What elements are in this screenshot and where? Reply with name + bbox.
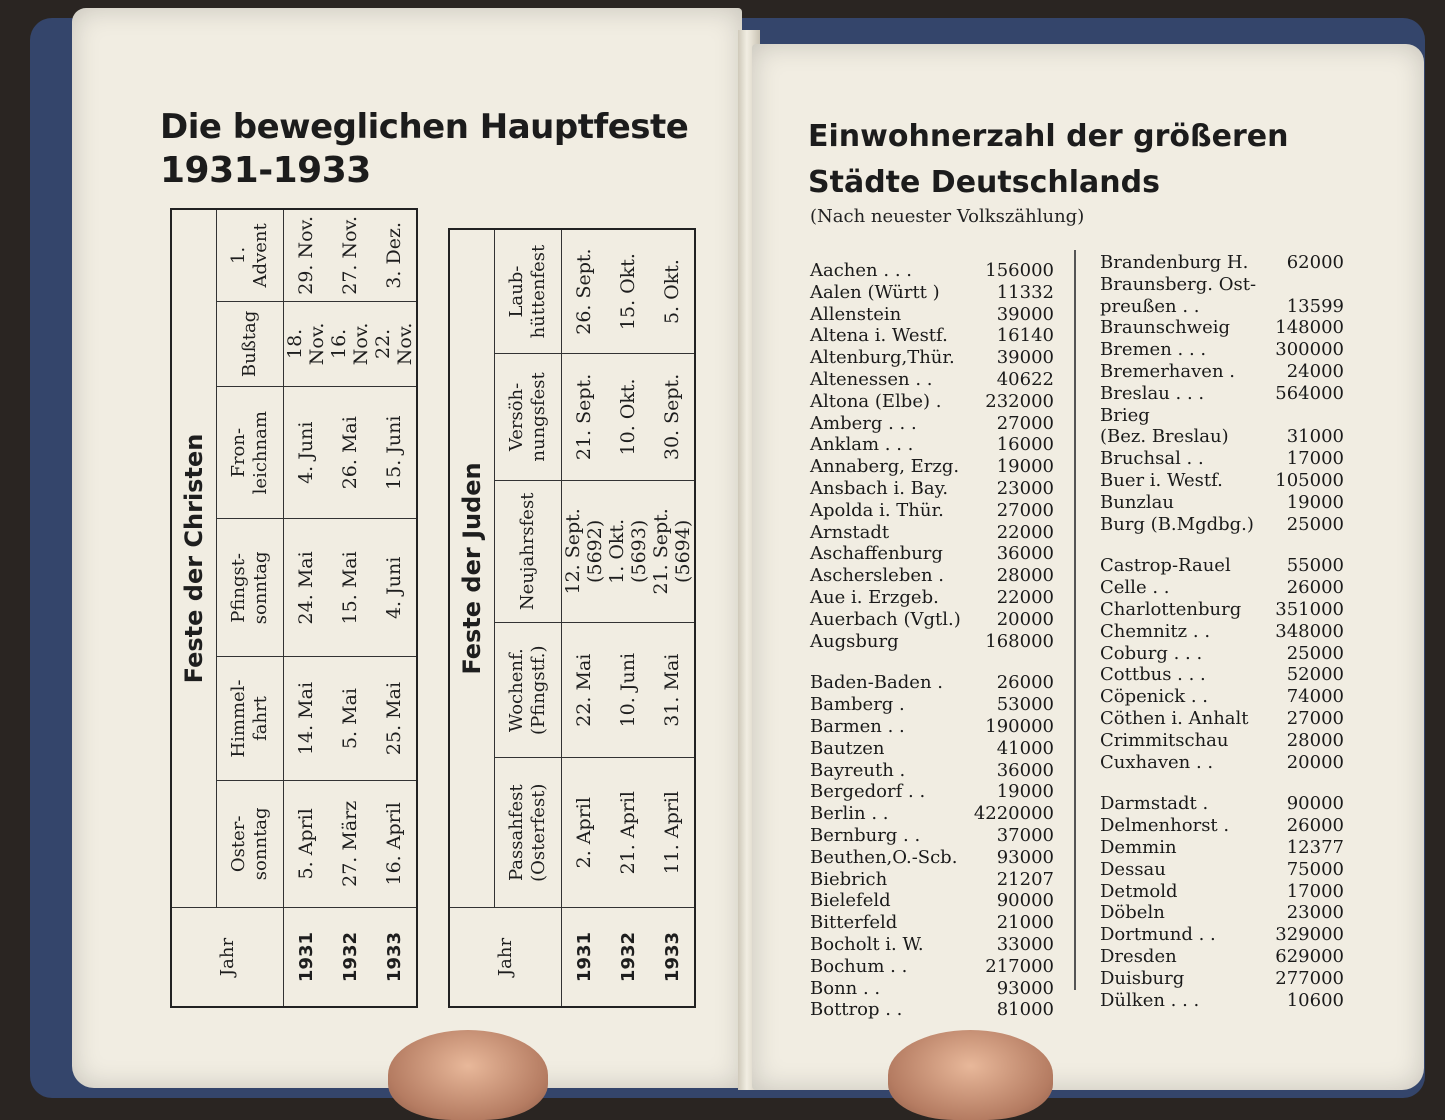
list-gap [1100,535,1344,555]
list-item [1100,708,1344,730]
city-name: Braunsberg. Ost- [1100,273,1257,295]
population-value: 20000 [996,608,1054,630]
list-item [1100,686,1344,708]
population-value: 16000 [996,434,1054,456]
population-value: 39000 [996,303,1054,325]
juden-col-header: Passahfest (Osterfest) [495,758,562,908]
table-row [606,229,650,1007]
city-name: Bremen . . . [1100,339,1207,361]
date-cell: 16. April [372,780,417,907]
population-value: 232000 [985,390,1054,412]
left-page-title: Die beweglichen Hauptfeste [160,107,689,147]
list-item [1100,924,1344,946]
list-item [1100,252,1344,274]
city-name: Cuxhaven . . [1100,751,1214,773]
population-value: 90000 [996,890,1054,912]
list-item [1100,990,1344,1012]
date-cell: 18. Nov. [284,301,329,386]
date-cell: 3. Dez. [372,209,417,301]
city-name: Bitterfeld [810,912,898,934]
city-name: Auerbach (Vgtl.) [810,608,961,630]
population-value: 23000 [996,477,1054,499]
list-item [810,260,1054,282]
year-cell: 1931 [284,908,329,1008]
list-item [810,781,1054,803]
city-name: Dortmund . . [1100,924,1216,946]
date-cell: 26. Mai [328,387,372,519]
list-item [810,694,1054,716]
date-cell: 15. Juni [372,387,417,519]
juden-caption: Feste der Juden [458,462,486,675]
city-name: Bochum . . [810,955,908,977]
city-name: Anklam . . . [810,434,914,456]
city-name: Dresden [1100,945,1177,967]
christen-col-header: Bußtag [217,301,284,386]
date-cell: 31. Mai [650,622,695,757]
city-name: Bottrop . . [810,999,903,1021]
list-item [1100,837,1344,859]
population-value: 93000 [996,846,1054,868]
date-cell: 21. April [606,758,650,908]
city-name: Buer i. Westf. [1100,469,1223,491]
city-name: Bautzen [810,737,885,759]
city-name: Bernburg . . [810,824,921,846]
list-item [1100,621,1344,643]
city-name: Braunschweig [1100,317,1230,339]
list-item [810,672,1054,694]
left-page [72,8,742,1088]
date-cell: 29. Nov. [284,209,329,301]
list-item [1100,470,1344,492]
population-value: 12377 [1286,836,1344,858]
population-value: 351000 [1275,598,1344,620]
list-item [1100,643,1344,665]
population-value: 40622 [996,368,1054,390]
city-name: Charlottenburg [1100,598,1242,620]
population-value: 36000 [996,543,1054,565]
population-value: 26000 [996,672,1054,694]
population-value: 52000 [1286,664,1344,686]
population-value: 20000 [1286,751,1344,773]
list-item [1100,946,1344,968]
city-name: Bunzlau [1100,491,1174,513]
list-item [1100,317,1344,339]
population-value: 329000 [1275,924,1344,946]
date-cell: 12. Sept. (5692) [562,480,607,622]
list-item [1100,492,1344,514]
city-name: Celle . . [1100,577,1170,599]
list-item [810,631,1054,653]
city-name: Arnstadt [810,521,890,543]
city-name: Crimmitschau [1100,729,1229,751]
population-value: 148000 [1275,317,1344,339]
juden-table-wrapper [448,228,696,1008]
list-item [1100,383,1344,405]
list-item [1100,555,1344,577]
list-item [1100,296,1344,318]
city-name: Aschersleben . [810,565,945,587]
list-item [1100,730,1344,752]
city-name: Aachen . . . [810,260,912,281]
city-name: Duisburg [1100,967,1185,989]
list-item [810,912,1054,934]
list-item [810,890,1054,912]
list-item [810,543,1054,565]
list-item [810,760,1054,782]
population-value: 22000 [996,586,1054,608]
city-name: Bergedorf . . [810,781,926,803]
year-cell: 1933 [650,908,695,1008]
population-value: 300000 [1275,339,1344,361]
date-cell: 25. Mai [372,657,417,780]
city-name: Delmenhorst . [1100,815,1230,837]
list-item [1100,902,1344,924]
population-value: 28000 [996,565,1054,587]
table-row [284,209,329,1007]
city-name: Coburg . . . [1100,642,1203,664]
left-page-years: 1931-1933 [160,150,371,191]
table-row [372,209,417,1007]
list-item [1100,274,1344,296]
list-gap [810,652,1054,672]
population-value: 33000 [996,933,1054,955]
list-item [810,304,1054,326]
city-name: Chemnitz . . [1100,620,1211,642]
date-cell: 30. Sept. [650,354,695,481]
population-value: 156000 [985,260,1054,281]
population-value: 26000 [1286,815,1344,837]
population-value: 105000 [1275,469,1344,491]
city-name: preußen . . [1100,295,1200,317]
city-name: Apolda i. Thür. [810,499,944,521]
list-item [810,587,1054,609]
christen-col-header: Oster-sonntag [217,780,284,907]
date-cell: 24. Mai [284,519,329,657]
city-name: Altena i. Westf. [810,325,948,347]
date-cell: 1. Okt. (5693) [606,480,650,622]
list-item [810,456,1054,478]
population-value: 168000 [985,630,1054,652]
date-cell: 21. Sept. [562,354,607,481]
city-name: Bremerhaven . [1100,360,1235,382]
date-cell: 2. April [562,758,607,908]
population-value: 629000 [1275,945,1344,967]
list-item [810,738,1054,760]
city-name: Bayreuth . [810,759,906,781]
city-name: Berlin . . [810,803,889,825]
juden-col-header: Neujahrsfest [495,480,562,622]
city-name: Cöpenick . . [1100,686,1209,708]
list-item [810,956,1054,978]
date-cell: 10. Juni [606,622,650,757]
date-cell: 21. Sept. (5694) [650,480,695,622]
juden-col-header: Laub-hüttenfest [495,229,562,354]
date-cell: 26. Sept. [562,229,607,354]
christen-col-header: Himmel-fahrt [217,657,284,780]
population-value: 25000 [1286,513,1344,535]
population-value: 16140 [996,325,1054,347]
population-value: 27000 [996,499,1054,521]
list-item [1100,426,1344,448]
list-item [1100,664,1344,686]
population-value: 23000 [1286,902,1344,924]
list-gap [1100,773,1344,793]
city-name: Aue i. Erzgeb. [810,586,939,608]
population-value: 17000 [1286,880,1344,902]
christen-table-wrapper [170,208,418,1008]
right-page-title: Einwohnerzahl der größeren [808,119,1289,154]
city-name: Altenburg,Thür. [810,347,955,369]
population-value: 17000 [1286,448,1344,470]
list-item [810,434,1054,456]
list-item [810,522,1054,544]
city-name: Cöthen i. Anhalt [1100,707,1249,729]
list-item [810,978,1054,1000]
population-value: 217000 [985,955,1054,977]
date-cell: 5. Okt. [650,229,695,354]
christen-year-header: Jahr [171,908,284,1008]
table-row [562,229,607,1007]
population-value: 31000 [1286,426,1344,448]
list-item [1100,405,1344,427]
city-name: Breslau . . . [1100,382,1205,404]
population-value: 36000 [996,759,1054,781]
year-cell: 1932 [606,908,650,1008]
list-item [810,825,1054,847]
population-value: 27000 [996,412,1054,434]
city-name: Altona (Elbe) . [810,390,942,412]
list-item [1100,968,1344,990]
date-cell: 16. Nov. [328,301,372,386]
city-name: Aschaffenburg [810,543,943,565]
list-item [1100,859,1344,881]
list-item [1100,448,1344,470]
city-name: Castrop-Rauel [1100,555,1231,577]
list-item [1100,514,1344,536]
city-name: Ansbach i. Bay. [810,477,949,499]
table-row [650,229,695,1007]
christen-caption: Feste der Christen [180,433,208,684]
list-item [1100,361,1344,383]
juden-col-header: Wochenf. (Pfingstf.) [495,622,562,757]
date-cell: 15. Okt. [606,229,650,354]
list-item [810,478,1054,500]
city-name: Darmstadt . [1100,793,1209,815]
list-item [810,565,1054,587]
population-value: 27000 [1286,707,1344,729]
list-item [810,847,1054,869]
city-name: Bonn . . [810,977,881,999]
city-name: Barmen . . [810,715,905,737]
city-name: Bamberg . [810,694,905,716]
population-value: 190000 [985,715,1054,737]
column-divider [1074,250,1076,990]
list-item [1100,793,1344,815]
list-item [810,391,1054,413]
list-item [810,869,1054,891]
list-item [810,347,1054,369]
christen-col-header: Pfingst-sonntag [217,519,284,657]
right-thumb [888,1030,1053,1120]
population-value: 26000 [1286,577,1344,599]
population-value: 93000 [996,977,1054,999]
list-item [810,369,1054,391]
juden-year-header: Jahr [449,908,562,1008]
city-list-left [810,260,1054,1021]
city-name: Dessau [1100,858,1166,880]
right-page [752,44,1424,1090]
date-cell: 4. Juni [284,387,329,519]
date-cell: 10. Okt. [606,354,650,481]
city-name: Baden-Baden . [810,672,943,694]
list-item [810,803,1054,825]
left-thumb [388,1030,548,1120]
year-cell: 1931 [562,908,607,1008]
city-name: Beuthen,O.-Scb. [810,846,958,868]
population-value: 28000 [1286,729,1344,751]
list-item [810,325,1054,347]
population-value: 277000 [1275,967,1344,989]
city-name: Brandenburg H. [1100,252,1249,273]
date-cell: 22. Mai [562,622,607,757]
city-list-right [1100,252,1344,1011]
city-name: Altenessen . . [810,368,933,390]
population-value: 348000 [1275,620,1344,642]
population-value: 11332 [996,281,1054,303]
city-name: Bielefeld [810,890,891,912]
population-value: 564000 [1275,382,1344,404]
juden-table [448,228,696,1008]
date-cell: 5. April [284,780,329,907]
date-cell: 4. Juni [372,519,417,657]
city-name: Aalen (Württ ) [810,281,940,303]
right-page-subtitle: (Nach neuester Volkszählung) [810,206,1085,227]
population-value: 62000 [1286,252,1344,273]
city-name: (Bez. Breslau) [1100,426,1229,448]
list-item [1100,881,1344,903]
city-name: Bocholt i. W. [810,933,924,955]
population-value: 19000 [1286,491,1344,513]
year-cell: 1932 [328,908,372,1008]
christen-col-header: Fron-leichnam [217,387,284,519]
population-value: 75000 [1286,858,1344,880]
city-name: Amberg . . . [810,412,917,434]
population-value: 24000 [1286,360,1344,382]
date-cell: 11. April [650,758,695,908]
population-value: 21207 [996,868,1054,890]
city-name: Dülken . . . [1100,989,1200,1011]
date-cell: 5. Mai [328,657,372,780]
date-cell: 22. Nov. [372,301,417,386]
population-value: 41000 [996,737,1054,759]
list-item [1100,599,1344,621]
date-cell: 27. März [328,780,372,907]
population-value: 21000 [996,912,1054,934]
city-name: Allenstein [810,303,902,325]
list-item [1100,815,1344,837]
city-name: Cottbus . . . [1100,664,1206,686]
list-item [1100,577,1344,599]
list-item [810,500,1054,522]
juden-col-header: Versöh-nungsfest [495,354,562,481]
city-name: Biebrich [810,868,888,890]
list-item [810,716,1054,738]
list-item [810,413,1054,435]
population-value: 13599 [1286,295,1344,317]
date-cell: 15. Mai [328,519,372,657]
city-name: Annaberg, Erzg. [810,456,960,478]
population-value: 19000 [996,781,1054,803]
population-value: 74000 [1286,686,1344,708]
population-value: 25000 [1286,642,1344,664]
city-name: Burg (B.Mgdbg.) [1100,513,1254,535]
date-cell: 14. Mai [284,657,329,780]
population-value: 53000 [996,694,1054,716]
date-cell: 27. Nov. [328,209,372,301]
population-value: 39000 [996,347,1054,369]
city-name: Brieg [1100,404,1150,426]
list-item [810,609,1054,631]
population-value: 81000 [996,999,1054,1021]
list-item [1100,339,1344,361]
city-name: Döbeln [1100,902,1165,924]
list-item [810,282,1054,304]
list-item [810,934,1054,956]
city-name: Detmold [1100,880,1178,902]
city-name: Bruchsal . . [1100,448,1204,470]
city-name: Demmin [1100,836,1177,858]
population-value: 10600 [1286,989,1344,1011]
population-value: 19000 [996,456,1054,478]
year-cell: 1933 [372,908,417,1008]
population-value: 90000 [1286,793,1344,815]
list-item [1100,752,1344,774]
population-value: 55000 [1286,555,1344,577]
population-value: 37000 [996,824,1054,846]
city-name: Augsburg [810,630,899,652]
table-row [328,209,372,1007]
list-item [810,999,1054,1021]
right-page-title-line2: Städte Deutschlands [808,165,1160,200]
christen-col-header: 1. Advent [217,209,284,301]
population-value: 22000 [996,521,1054,543]
christen-table [170,208,418,1008]
population-value: 4220000 [973,803,1054,825]
